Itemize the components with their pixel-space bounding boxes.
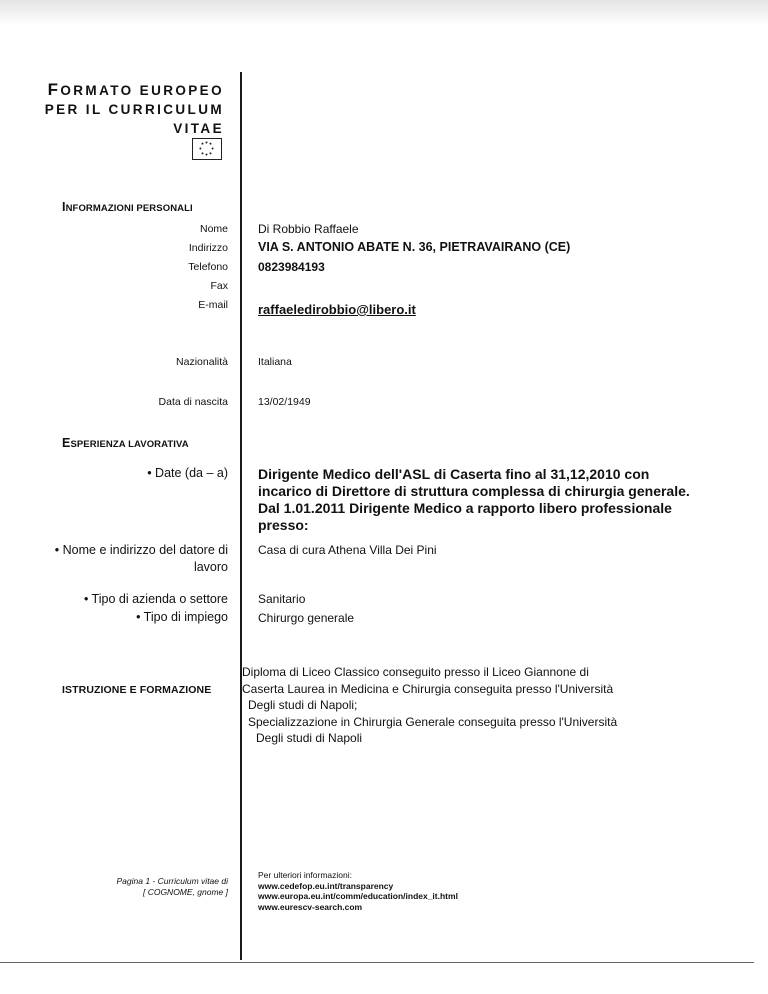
header-line3: VITAE <box>173 121 224 136</box>
page-number: Pagina 1 - Curriculum vitae di <box>116 876 228 886</box>
duties-line: incarico di Direttore di struttura complessa di chirurgia generale. <box>258 483 690 499</box>
cv-header <box>45 80 224 138</box>
employer-label: • Nome e indirizzo del datore di lavoro <box>54 543 228 574</box>
education-details <box>242 664 617 747</box>
vertical-divider <box>240 72 242 960</box>
work-duties <box>258 466 728 534</box>
info-link-eurescv[interactable]: www.eurescv-search.com <box>258 901 363 912</box>
page-footer <box>117 876 229 897</box>
education-line: Diploma di Liceo Classico conseguito presso il Liceo Giannone di <box>242 665 589 679</box>
birth-date-label: Data di nascita <box>158 396 228 408</box>
email-label: E-mail <box>198 299 228 311</box>
address-label: Indirizzo <box>188 242 228 254</box>
email-link[interactable]: raffaeledirobbio@libero.it <box>258 302 416 317</box>
page-name-placeholder: [ COGNOME, gnome ] <box>142 886 228 897</box>
nationality-value: Italiana <box>258 356 292 368</box>
birth-date-value: 13/02/1949 <box>258 396 311 408</box>
scan-shadow <box>0 0 768 26</box>
education-line: Specializzazione in Chirurgia Generale conseguita presso l'Università <box>248 714 618 729</box>
education-line: Caserta Laurea in Medicina e Chirurgia conseguita presso l'Università <box>242 681 614 696</box>
address-value: VIA S. ANTONIO ABATE N. 36, PIETRAVAIRANO (CE) <box>258 240 571 254</box>
duties-line: Dal 1.01.2011 Dirigente Medico a rapporto libero professionale <box>258 500 672 516</box>
section-education: ISTRUZIONE E FORMAZIONE <box>62 684 212 696</box>
education-line: Degli studi di Napoli; <box>248 698 358 712</box>
duties-line: presso: <box>258 517 309 533</box>
dates-label: • Date (da – a) <box>147 466 228 480</box>
employer-value: Casa di cura Athena Villa Dei Pini <box>258 543 437 557</box>
header-line2: PER IL CURRICULUM <box>44 102 224 117</box>
info-link-cedefop[interactable]: www.cedefop.eu.int/transparency <box>258 880 394 891</box>
sector-label: • Tipo di azienda o settore <box>83 592 228 606</box>
info-link-europa[interactable]: www.europa.eu.int/comm/education/index_it.html <box>258 891 458 901</box>
header-line1: ORMATO EUROPEO <box>60 83 224 98</box>
nationality-label: Nazionalità <box>176 356 228 368</box>
phone-label: Telefono <box>188 261 228 273</box>
fax-label: Fax <box>210 280 228 292</box>
sector-value: Sanitario <box>258 592 306 606</box>
more-info <box>258 870 458 912</box>
more-info-title: Per ulteriori informazioni: <box>258 870 353 880</box>
phone-value: 0823984193 <box>258 260 325 274</box>
name-label: Nome <box>199 223 228 235</box>
education-line: Degli studi di Napoli <box>256 731 363 745</box>
job-type-value: Chirurgo generale <box>258 611 355 625</box>
header-initial: F <box>47 80 61 99</box>
bottom-rule <box>0 962 754 963</box>
eu-flag-icon <box>192 138 222 160</box>
name-value: Di Robbio Raffaele <box>258 222 359 236</box>
job-type-label: • Tipo di impiego <box>136 610 228 624</box>
duties-line: Dirigente Medico dell'ASL di Caserta fino al 31,12,2010 con <box>258 466 650 482</box>
section-personal-info: INFORMAZIONI PERSONALI <box>62 200 193 214</box>
section-work-experience: ESPERIENZA LAVORATIVA <box>62 436 189 450</box>
